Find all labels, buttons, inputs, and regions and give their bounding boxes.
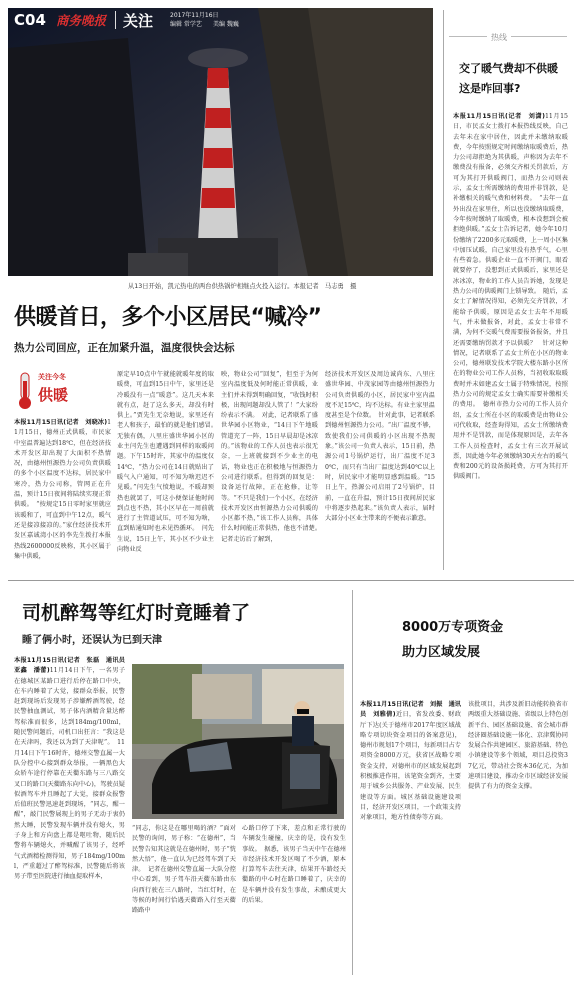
page-number: C04	[14, 11, 46, 29]
fund-col1-text: 近日，省发改委、财政厅下达(关于德州市2017年度区域战略专项切块资金项目的备案意见)，德州市规划17个项目，每新项目占专项资金8000万元，获省区战略专项资金支持，对德州市的区域发展起到积极推进作用，该笔资金到齐，主要用于城乡公共服务、产业发展、民生建设等方面。城区基础设施建设项目，经济开发区项目，一个政策支持对象项目，地方性债券等方面。	[360, 711, 462, 822]
main-dateline: 本报11月15日讯(记者 刘晓冰)	[14, 419, 108, 426]
hotline-box	[449, 30, 567, 44]
drunk-col2-text: “同志，你这是在哪里喝的酒？”面对民警的询问，男子称：“在德州”，当民警告知其这就是在德州时，男子“恍然大悟”，他一直认为已经驾车到了天津。 记者在德州交警直属一大队分控中心看到，男子驾车沿天衢东路由东向西行驶在三八路时，当红灯时，在等候的时间行恰遇天衢路入行至天衢路路中	[132, 825, 236, 915]
drunk-driver-photo	[132, 664, 344, 819]
top-photo	[8, 8, 433, 276]
issue-date: 2017年11月16日	[170, 12, 219, 19]
main-col-2	[117, 370, 221, 570]
section-divider	[8, 580, 574, 581]
fund-col-2	[468, 700, 568, 976]
hotline-title-2: 这是咋回事?	[459, 82, 521, 95]
photo-caption: 从13日开始，凯元热电的两台供热锅炉相继点火投入运行。本报记者 马志勇 摄	[128, 283, 357, 290]
chimney-photo	[8, 8, 433, 276]
badge-bottom: 供暖	[38, 386, 69, 404]
main-subhead: 热力公司回应，正在加紧升温，温度很快会达标	[14, 342, 235, 354]
fund-headline-2: 助力区域发展	[402, 645, 481, 660]
hotline-text: 11月15日，市民孟女士拨打本报热线反映，自己去年未在家中居住，因此并未缴纳取暖费，今年按照规定时间缴纳取暖费后，热力公司却拒绝为其供暖，声称因为去年不缴费没有报备，必须交齐相关罚款后，方可为其打开供暖阀门，而热力公司则表示，孟女士所需缴纳的费用并非罚款，是补缴相关的暖气费和材料费。 “去年一直外出没在家里住，所以也没缴纳取暖费，今年按时缴纳了取暖费，根本没想到会被拒绝供暖。”孟女士告诉记者，她今年10月份缴纳了2200多元取暖费，上一周小区集中加压试暖，自己家里没有热乎气，心里有些着急。供暖企业一直不开阀门，眼看就要停了，没想到正式供暖后，家里还是冰冰凉，物业的工作人员告诉她，发现是热力公司的供暖阀门上锁导致。 随后，孟女士了解情况得知，必须先交齐罚款，才能给予供暖，原因是孟女士去年不用暖气，并未做报备，对此，孟女士非常不满，为何不交暖气费需要报备报备，并且还需要缴纳罚款才予以供暖？ 针对这种情况，记者联系了孟女士所在小区的物业公司，德州联发技术学院大楼东路小区所在的物业公司工作人员称，当初收取取暖费时并未如建孟女士属于特殊情况，按照热力公司的规定孟女士确实需要补缴相关的费用。 德州市热力公司的工作人员介绍，孟女士所在小区的取暖费是由物业公司代收取，经查询得知，孟女士所缴纳费用并不是罚款，而是体现原因是，去年各工作人员检查时，孟女士有三次开展试票，因此她今年必须缴纳30天左右的暖气费和200元的设备损耗费，方可为其打开供暖阀门。	[453, 113, 568, 481]
design-line: 美编 魏巍	[213, 21, 239, 28]
paper-name: 商务晚报	[56, 13, 107, 28]
main-col2-text: 原定早10点中午就能就暖年度的取暖费，可直到15日中午，家里还是冷暖没有一点“暖意”。这几天本来就有点，赶了这么多天，却没有时供上。”贾先生无奈地说，家里还有老人和孩子，最怕的就是他们感冒。 无独有偶，八里庄盛世华园小区的业主闫先生也遭遇到同样的取暖问题。下午15时许，其家中的温度仅14℃，“热力公司在14日就贴出了暖气入户通知，可不知为啥迟迟不见暖。”闫先生气愤地说，不暖却预热也就罢了，可这小便保证他时间到点也不热，其小区早在一周前就进行了主管道试压，可不知为啥，直到贴通知时也未见热循环。 闫先生说，15日上午，其小区不少业主向物业反	[117, 371, 221, 554]
editor-line: 编辑 常学艺	[170, 21, 202, 28]
column-divider-bottom	[352, 590, 353, 975]
main-col-1	[14, 418, 111, 570]
hotline-body	[453, 112, 568, 562]
heating-badge	[14, 370, 84, 412]
masthead	[8, 8, 308, 32]
fund-dateline: 本报11月15日讯(记者 刘振 通讯员 刘雅倩)	[360, 701, 461, 719]
drunk-col-1	[14, 656, 132, 976]
hotline-dateline: 本报11月15日讯(记者 刘潇)	[453, 113, 545, 120]
section-name: 关注	[123, 12, 154, 30]
drunk-dateline: 本报11月15日讯(记者 张磊 通讯员 亚鑫 潘蕾)	[14, 657, 132, 675]
drunk-col1-text: 11月14日下午，一名男子在德城区某路口进行后停在路口中央，在车内睡着了大觉，接群众举报，民警赶到现场后发现男子涉嫌醉酒驾驶，经民警抽血测试，男子体内酒精含量达醉驾标准而很多，达到184mg/100ml，随民警问题后，司机口出狂言：“我这是在天津吗，我还以为到了天津呢”。 11月14日下午16时许，德州交警直属一大队分控中心接到群众举报，一辆黑色大众轿车途行停靠在天衢东路与三八路交叉口的路口(天衢路东向中心)，驾驶员疑似酒驾车并且睡起了大觉，接群众报警后值班民警迅速赶到现场，“同志，醒一醒”，敲门民警展现上的男子无动于衷仍然大睡，民警发现车辆并没有熄火，男子身上和方向盘上都是呕吐物，随后民警将车辆熄火，并喊醒了该男子，经呼气式酒精检测得知，男子184mg/100ml，严重超过了醉驾标准，民警随后将该男子带至医院进行抽血提取样本，	[14, 667, 126, 881]
hotline-label: 热线	[487, 32, 511, 43]
main-col1-text: 11月15日，德州正式供暖，市民家中室温普遍达到18℃，但在经济技术开发区却出现了大面积不热情况，由德州恒源热力公司负责供暖的多个小区温度不达标，居民家中寒冷，热力公司称，管网正在升温，预计15日夜间将陆续实现正常供暖。 “按规定15日零时家里就应该暖和了，可直到中午12点，暖气还是接凉接凉的。”家住经济技术开发区嘉诚湾小区的李先生拨打本报热线2600000反映称，其小区属于集中供暖，	[14, 419, 111, 560]
main-col-3	[221, 370, 325, 570]
fund-headline-1: 8000万专项资金	[402, 620, 504, 635]
drunk-col-3	[242, 824, 346, 976]
hotline-title-1: 交了暖气费却不供暖	[459, 62, 558, 75]
badge-top: 关注今冬	[38, 373, 66, 381]
main-headline: 供暖首日，多个小区居民“喊冷”	[14, 305, 322, 330]
drunk-subhead: 睡了俩小时，还误认为已到天津	[22, 635, 162, 646]
main-col3-text: 映，物业公司“回复”，但至于为何室内温度低及何时能正常供暖，业主们并未得到明确回复，“收钱时积极，出现问题却没人管了！”大家纷纷表示不满。 对此，记者联系了盛世华园小区物业，“14日下午地暖管道充了一阵，15日早晨却是冰凉的。”该物业的工作人员也表示很无奈，一上班就接到不少业主的电话，物业也正在积极地与恒源热力公司进行联系。但得到的回复是：设备运行故障，正在抢修，让等等。“不只是我们一个小区，在经济技术开发区由恒源热力公司供暖的小区都不热，”该工作人员称，具体什么时间能正常供热，他也不清楚。 记者走访后了解到，	[221, 371, 325, 543]
drunk-col-2	[132, 824, 236, 976]
main-col-4	[325, 370, 435, 570]
thermometer-icon	[14, 371, 36, 411]
car-photo	[132, 664, 344, 819]
drunk-headline: 司机醉驾等红灯时竟睡着了	[22, 602, 251, 624]
column-divider-right	[443, 10, 444, 570]
fund-col2-text: 该批项目，共涉及新旧动能转换省市两级重大基础设施、省级以上特色创新平台、园区基础设施、省会城市群经济圈基础设施一体化、京津冀协同发展合作共建园区、旅游基础、特色小镇建设等多个领域，项目总投资37亿元，带动社会资本36亿元，为加速项目建设，推动全市区域经济发展提供了有力的资金支撑。	[468, 701, 568, 791]
main-col4-text: 经济技术开发区及周边诚尚东、八里庄盛世华园、中茂家园等由德州恒源热力公司负责供暖的小区，居民家中室内温度不足15℃，均不达标。有业主家里温度甚至是个位数。 针对此事，记者联系到德州恒源热力公司。“出厂温度不够，致使我们公司供暖的小区出现不热现象。”该公司一负责人表示，15日前，热源公司1号锅炉运行，出厂温度不足30℃，而只有当出厂温度达到40℃以上时，居民家中才能明显感到温暖。“15日上午，热源公司启用了2号锅炉，目前，一直在升温，预计15日夜间居民家中将逐步热起来。”该负责人表示，届时大部分小区业主带来的不便表示歉意。	[325, 371, 435, 523]
masthead-divider	[115, 11, 116, 29]
fund-col-1	[360, 700, 461, 976]
drunk-col3-text: 心路口停了下来，差点和正常行驶的车辆发生碰撞，庆幸的是，没有发生事故。 据悉，该男子当天中午在德州市经济技术开发区喝了不少酒，原本打算驾车去往天津，结果开车路经天衢路的中心时在路口睡着了，庆幸的是车辆并没有发生事故，未酿成更大的后果。	[242, 825, 346, 905]
